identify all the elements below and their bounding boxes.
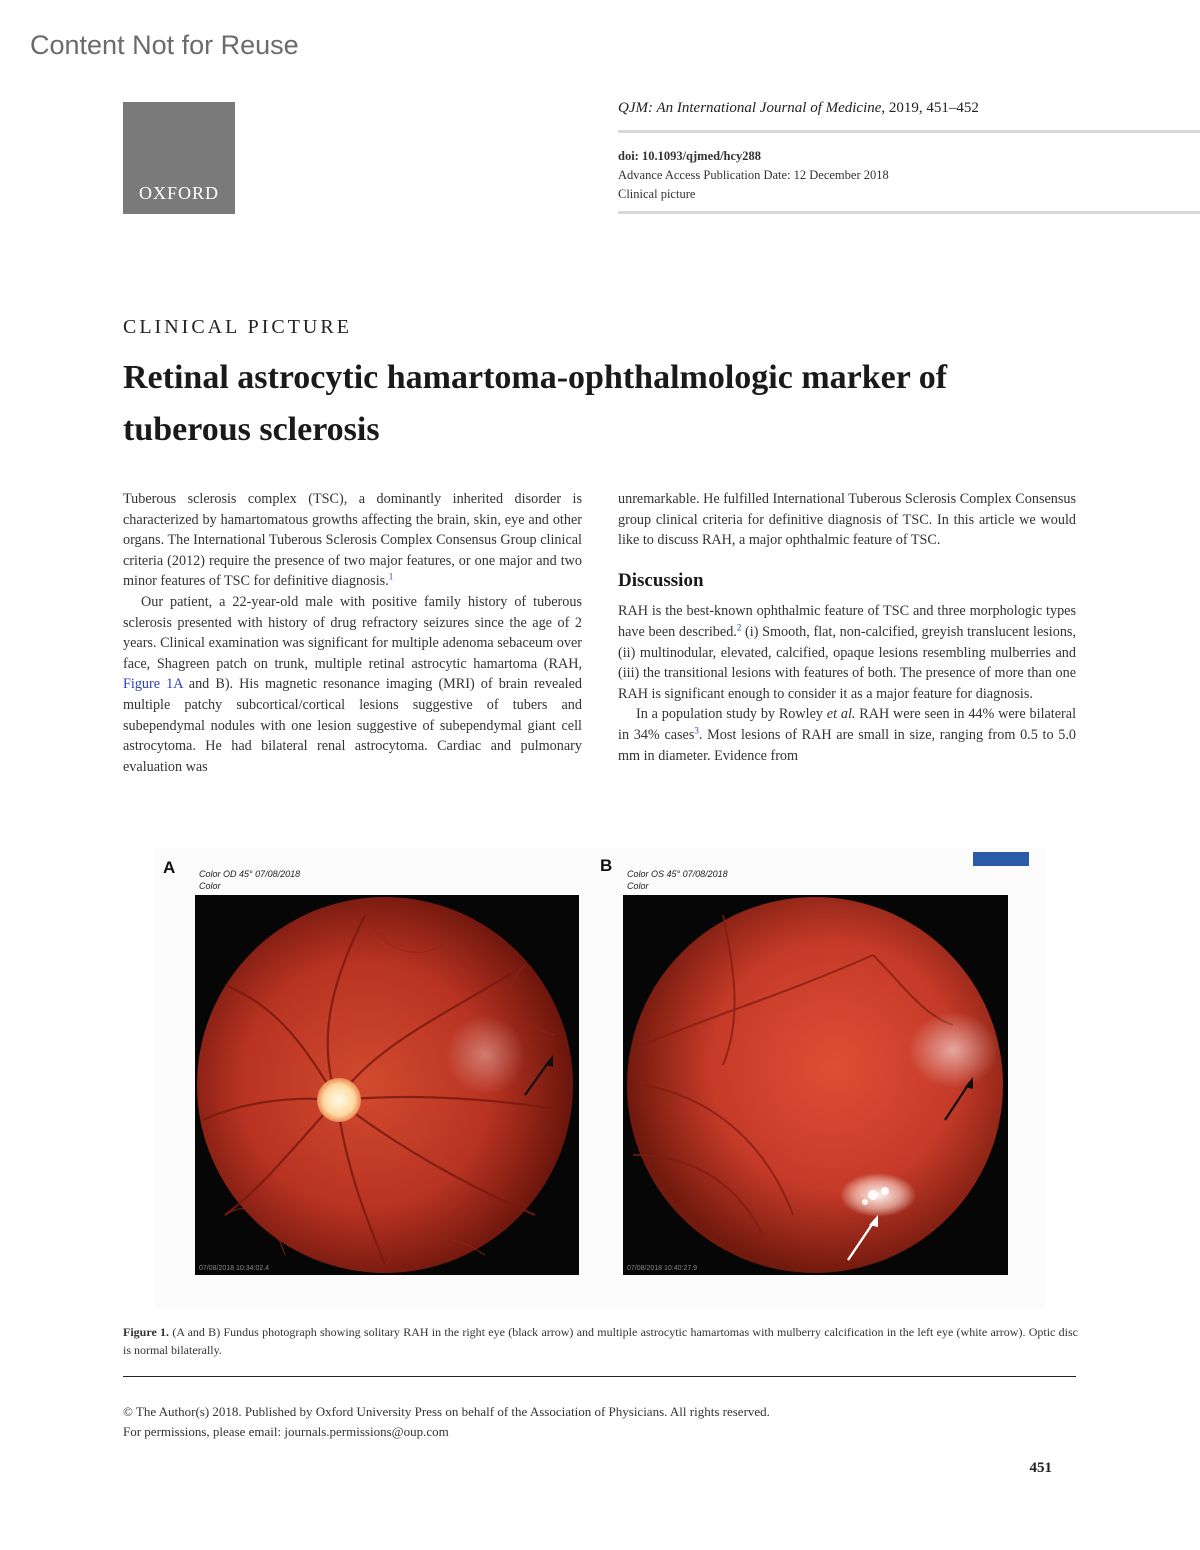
left-column xyxy=(123,489,582,777)
paragraph-text: Tuberous sclerosis complex (TSC), a dominantly inherited disorder is characterized by hamartomatous growths affecting the brain, skin, eye and other organs. The International Tuberous Sclerosis Complex Consensus Group clinical criteria (2012) require the presence of two major features, or one major and two minor features of TSC for definitive diagnosis. xyxy=(123,491,582,590)
figure-caption-text: (A and B) Fundus photograph showing solitary RAH in the right eye (black arrow) and multiple astrocytic hamartomas with mulberry calcification in the left eye (white arrow). Optic disc is normal bilaterally. xyxy=(123,1325,1078,1357)
paragraph-discussion xyxy=(618,601,1076,704)
reference-2[interactable]: 2 xyxy=(736,622,742,633)
reference-3[interactable]: 3 xyxy=(694,725,699,736)
fundus-image-b xyxy=(623,895,1008,1275)
figure-caption xyxy=(123,1323,1078,1359)
article-type: Clinical picture xyxy=(618,187,696,201)
logo-text: OXFORD xyxy=(138,183,219,203)
figure-1 xyxy=(155,848,1045,1308)
footer-rule xyxy=(123,1376,1076,1377)
paragraph-case xyxy=(123,592,582,777)
panel-a-letter: A xyxy=(163,858,176,877)
page-number: 451 xyxy=(1029,1460,1052,1476)
panel-a-caption-line: Color xyxy=(199,881,221,891)
panel-b-caption-line: Color OS 45° 07/08/2018 xyxy=(627,869,728,879)
journal-citation xyxy=(618,100,979,117)
copyright-notice: © The Author(s) 2018. Published by Oxford University Press on behalf of the Association of Physicians. All rights reserved. xyxy=(123,1404,770,1419)
paragraph-continued: unremarkable. He fulfilled International Tuberous Sclerosis Complex Consensus group clinical criteria for definitive diagnosis of TSC. In this article we would like to discuss RAH, a major ophthalmic feature of TSC. xyxy=(618,491,1076,549)
paragraph-text-italic: et al. xyxy=(826,706,856,723)
paragraph-text: (i) Smooth, flat, non-calcified, greyish translucent lesions, (ii) multinodular, elevated, calcified, opaque lesions resembling mulberries and (iii) the transitional lesions with features of both. The presence of more than one RAH is significant enough to consider it as a major feature for diagnosis. xyxy=(618,623,1076,702)
paragraph-text: RAH were seen in 44% were bilateral in 34% cases xyxy=(618,706,1077,743)
photo-a-timestamp: 07/08/2018 10:34:02.4 xyxy=(199,1265,270,1272)
panel-a-caption-line: Color OD 45° 07/08/2018 xyxy=(199,869,301,879)
fundus-image-a xyxy=(195,895,579,1275)
figure-1a-link[interactable]: Figure 1A xyxy=(123,676,183,693)
fundus-photo-left-eye xyxy=(623,895,1008,1275)
panel-a-caption xyxy=(199,868,300,892)
photo-b-timestamp: 07/08/2018 10:40:27.9 xyxy=(627,1265,698,1272)
panel-b-caption xyxy=(627,868,728,892)
journal-name: QJM: An International Journal of Medicine xyxy=(618,100,882,116)
paragraph-text: Our patient, a 22-year-old male with positive family history of tuberous sclerosis presented with history of drug refractory seizures since the age of 2 years. Clinical examination was significant for multiple adenoma sebaceum over face, Shagreen patch on trunk, multiple retinal astrocytic hamartoma (RAH, xyxy=(123,593,582,672)
article-title: Retinal astrocytic hamartoma-ophthalmologic marker of tuberous sclerosis xyxy=(123,359,948,448)
panel-b-letter: B xyxy=(600,856,613,875)
article-meta xyxy=(618,147,889,204)
footer xyxy=(123,1402,770,1442)
paragraph-text: In a population study by Rowley xyxy=(636,706,827,723)
journal-year-pages: , 2019, 451–452 xyxy=(881,100,979,116)
permissions-notice: For permissions, please email: journals.permissions@oup.com xyxy=(123,1424,449,1439)
publication-date: Advance Access Publication Date: 12 December 2018 xyxy=(618,168,889,182)
corner-tab-marker xyxy=(973,852,1029,866)
right-column xyxy=(618,489,1076,766)
paragraph-intro xyxy=(123,489,582,592)
oxford-logo xyxy=(123,102,235,214)
paragraph-population xyxy=(618,704,1076,766)
header-rule-top xyxy=(618,130,1200,133)
figure-caption-label: Figure 1. xyxy=(123,1325,170,1339)
paragraph-text: . Most lesions of RAH are small in size, ranging from 0.5 to 5.0 mm in diameter. Evidence from xyxy=(618,726,1076,764)
reference-1[interactable]: 1 xyxy=(388,571,394,582)
panel-b-caption-line: Color xyxy=(627,881,649,891)
section-label: CLINICAL PICTURE xyxy=(123,316,352,338)
header-rule-bottom xyxy=(618,211,1200,214)
doi: doi: 10.1093/qjmed/hcy288 xyxy=(618,149,762,163)
paragraph-text: RAH is the best-known ophthalmic feature of TSC and three morphologic types have been described. xyxy=(618,603,1076,640)
discussion-heading: Discussion xyxy=(618,569,704,591)
paragraph-text: and B). His magnetic resonance imaging (MRI) of brain revealed multiple patchy subcortical/cortical lesions suggestive of tubers and subependymal nodules with one lesion suggestive of subependymal giant cell astrocytoma. He had bilateral renal astrocytoma. Cardiac and pulmonary evaluation was xyxy=(123,676,582,775)
watermark: Content Not for Reuse xyxy=(30,30,299,60)
fundus-photo-right-eye xyxy=(195,895,579,1275)
